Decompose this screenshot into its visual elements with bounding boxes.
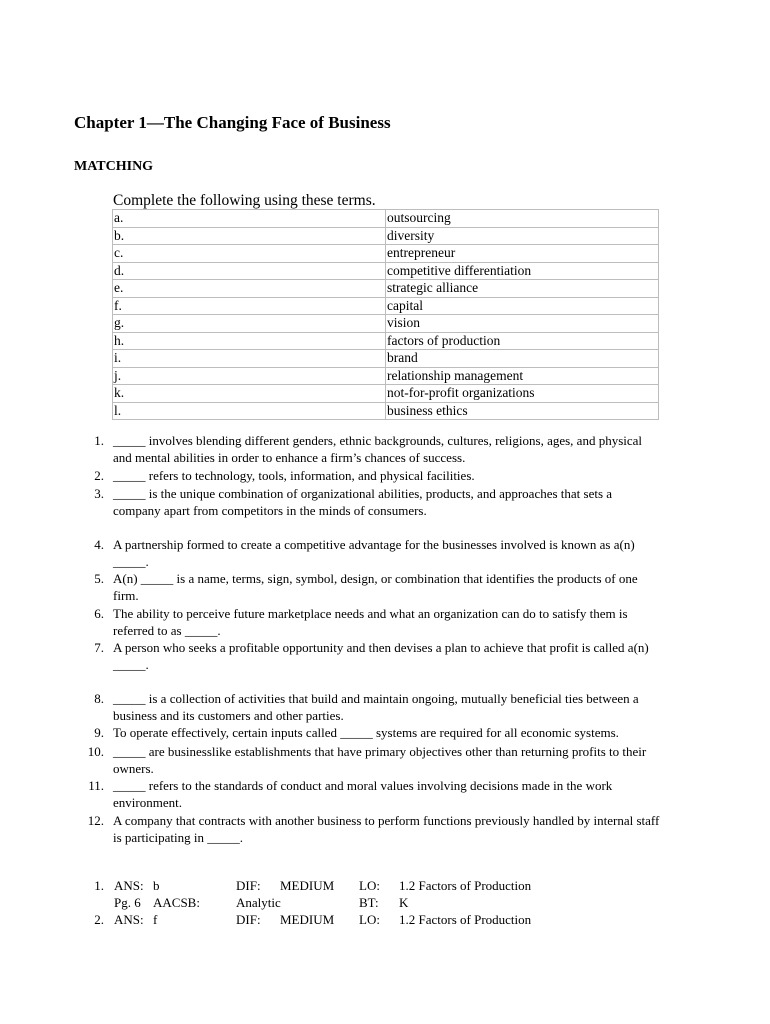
question-number: 8. <box>94 691 104 706</box>
question-text: To operate effectively, certain inputs called _____ systems are required for all economic systems. <box>113 725 619 740</box>
answer-number: 2. <box>94 912 104 927</box>
term-letter: g. <box>113 315 386 333</box>
term-letter: f. <box>113 297 386 315</box>
answer-value: f <box>153 912 158 927</box>
term-row <box>113 367 659 385</box>
term-row <box>113 297 659 315</box>
question-number: 7. <box>94 640 104 655</box>
term-row <box>113 245 659 263</box>
term-letter: a. <box>113 210 386 228</box>
term-text: relationship management <box>386 367 659 385</box>
term-row <box>113 332 659 350</box>
answer-number: 1. <box>94 878 104 893</box>
question-text: _____ refers to technology, tools, information, and physical facilities. <box>113 468 475 483</box>
term-text: diversity <box>386 227 659 245</box>
answer-label: ANS: <box>114 912 144 927</box>
lo-value: 1.2 Factors of Production <box>399 878 532 893</box>
question-text: A partnership formed to create a competitive advantage for the businesses involved is known as a(n) _____. <box>113 537 635 569</box>
question-number: 4. <box>94 537 104 552</box>
answer-label: ANS: <box>114 878 144 893</box>
term-row <box>113 210 659 228</box>
term-row <box>113 402 659 420</box>
bt-value: K <box>399 895 409 910</box>
difficulty-label: DIF: <box>236 878 261 893</box>
term-row <box>113 262 659 280</box>
term-letter: l. <box>113 402 386 420</box>
question-text: _____ is the unique combination of organizational abilities, products, and approaches that sets a company apart from competitors in the minds of consumers. <box>113 486 613 518</box>
question-number: 5. <box>94 571 104 586</box>
term-text: competitive differentiation <box>386 262 659 280</box>
term-row <box>113 315 659 333</box>
question-number: 2. <box>94 468 104 483</box>
question-text: _____ refers to the standards of conduct and moral values involving decisions made in the work environment. <box>113 778 613 810</box>
term-row <box>113 280 659 298</box>
lo-label: LO: <box>359 878 380 893</box>
question-text: _____ is a collection of activities that build and maintain ongoing, mutually beneficial ties between a business and its customers and other parties. <box>113 691 639 723</box>
question-text: _____ are businesslike establishments that have primary objectives other than returning profits to their owners. <box>113 744 647 776</box>
question-text: A(n) _____ is a name, terms, sign, symbol, design, or combination that identifies the products of one firm. <box>113 571 638 603</box>
term-text: vision <box>386 315 659 333</box>
term-letter: k. <box>113 385 386 403</box>
difficulty-value: MEDIUM <box>280 912 335 927</box>
instructions: Complete the following using these terms. <box>113 192 376 209</box>
term-letter: e. <box>113 280 386 298</box>
terms-table <box>112 209 659 420</box>
lo-label: LO: <box>359 912 380 927</box>
term-letter: i. <box>113 350 386 368</box>
question-text: A company that contracts with another business to perform functions previously handled by internal staff is participating in _____. <box>113 813 660 845</box>
difficulty-value: MEDIUM <box>280 878 335 893</box>
term-row <box>113 385 659 403</box>
term-letter: c. <box>113 245 386 263</box>
question-text: The ability to perceive future marketplace needs and what an organization can do to satisfy them is referred to as _____. <box>113 606 628 638</box>
question-number: 11. <box>88 778 104 793</box>
term-letter: h. <box>113 332 386 350</box>
term-text: strategic alliance <box>386 280 659 298</box>
question-number: 10. <box>87 744 104 759</box>
term-text: outsourcing <box>386 210 659 228</box>
question-text: _____ involves blending different genders, ethnic backgrounds, cultures, religions, ages, and physical and mental abilities in order to enhance a firm’s chances of success. <box>113 433 643 465</box>
question-number: 6. <box>94 606 104 621</box>
term-letter: j. <box>113 367 386 385</box>
term-text: entrepreneur <box>386 245 659 263</box>
page-ref: Pg. 6 <box>114 895 141 910</box>
aacsb-value: Analytic <box>236 895 281 910</box>
term-text: capital <box>386 297 659 315</box>
answer-value: b <box>153 878 160 893</box>
term-text: brand <box>386 350 659 368</box>
term-row <box>113 350 659 368</box>
difficulty-label: DIF: <box>236 912 261 927</box>
page-title: Chapter 1—The Changing Face of Business <box>74 113 391 132</box>
question-text: A person who seeks a profitable opportunity and then devises a plan to achieve that profit is called a(n) _____. <box>113 640 649 672</box>
term-text: not-for-profit organizations <box>386 385 659 403</box>
term-letter: d. <box>113 262 386 280</box>
aacsb-label: AACSB: <box>153 895 200 910</box>
term-text: factors of production <box>386 332 659 350</box>
question-number: 3. <box>94 486 104 501</box>
lo-value: 1.2 Factors of Production <box>399 912 532 927</box>
section-heading: MATCHING <box>74 159 154 174</box>
question-number: 1. <box>94 433 104 448</box>
term-text: business ethics <box>386 402 659 420</box>
term-row <box>113 227 659 245</box>
question-number: 9. <box>94 725 104 740</box>
question-number: 12. <box>87 813 104 828</box>
bt-label: BT: <box>359 895 379 910</box>
term-letter: b. <box>113 227 386 245</box>
